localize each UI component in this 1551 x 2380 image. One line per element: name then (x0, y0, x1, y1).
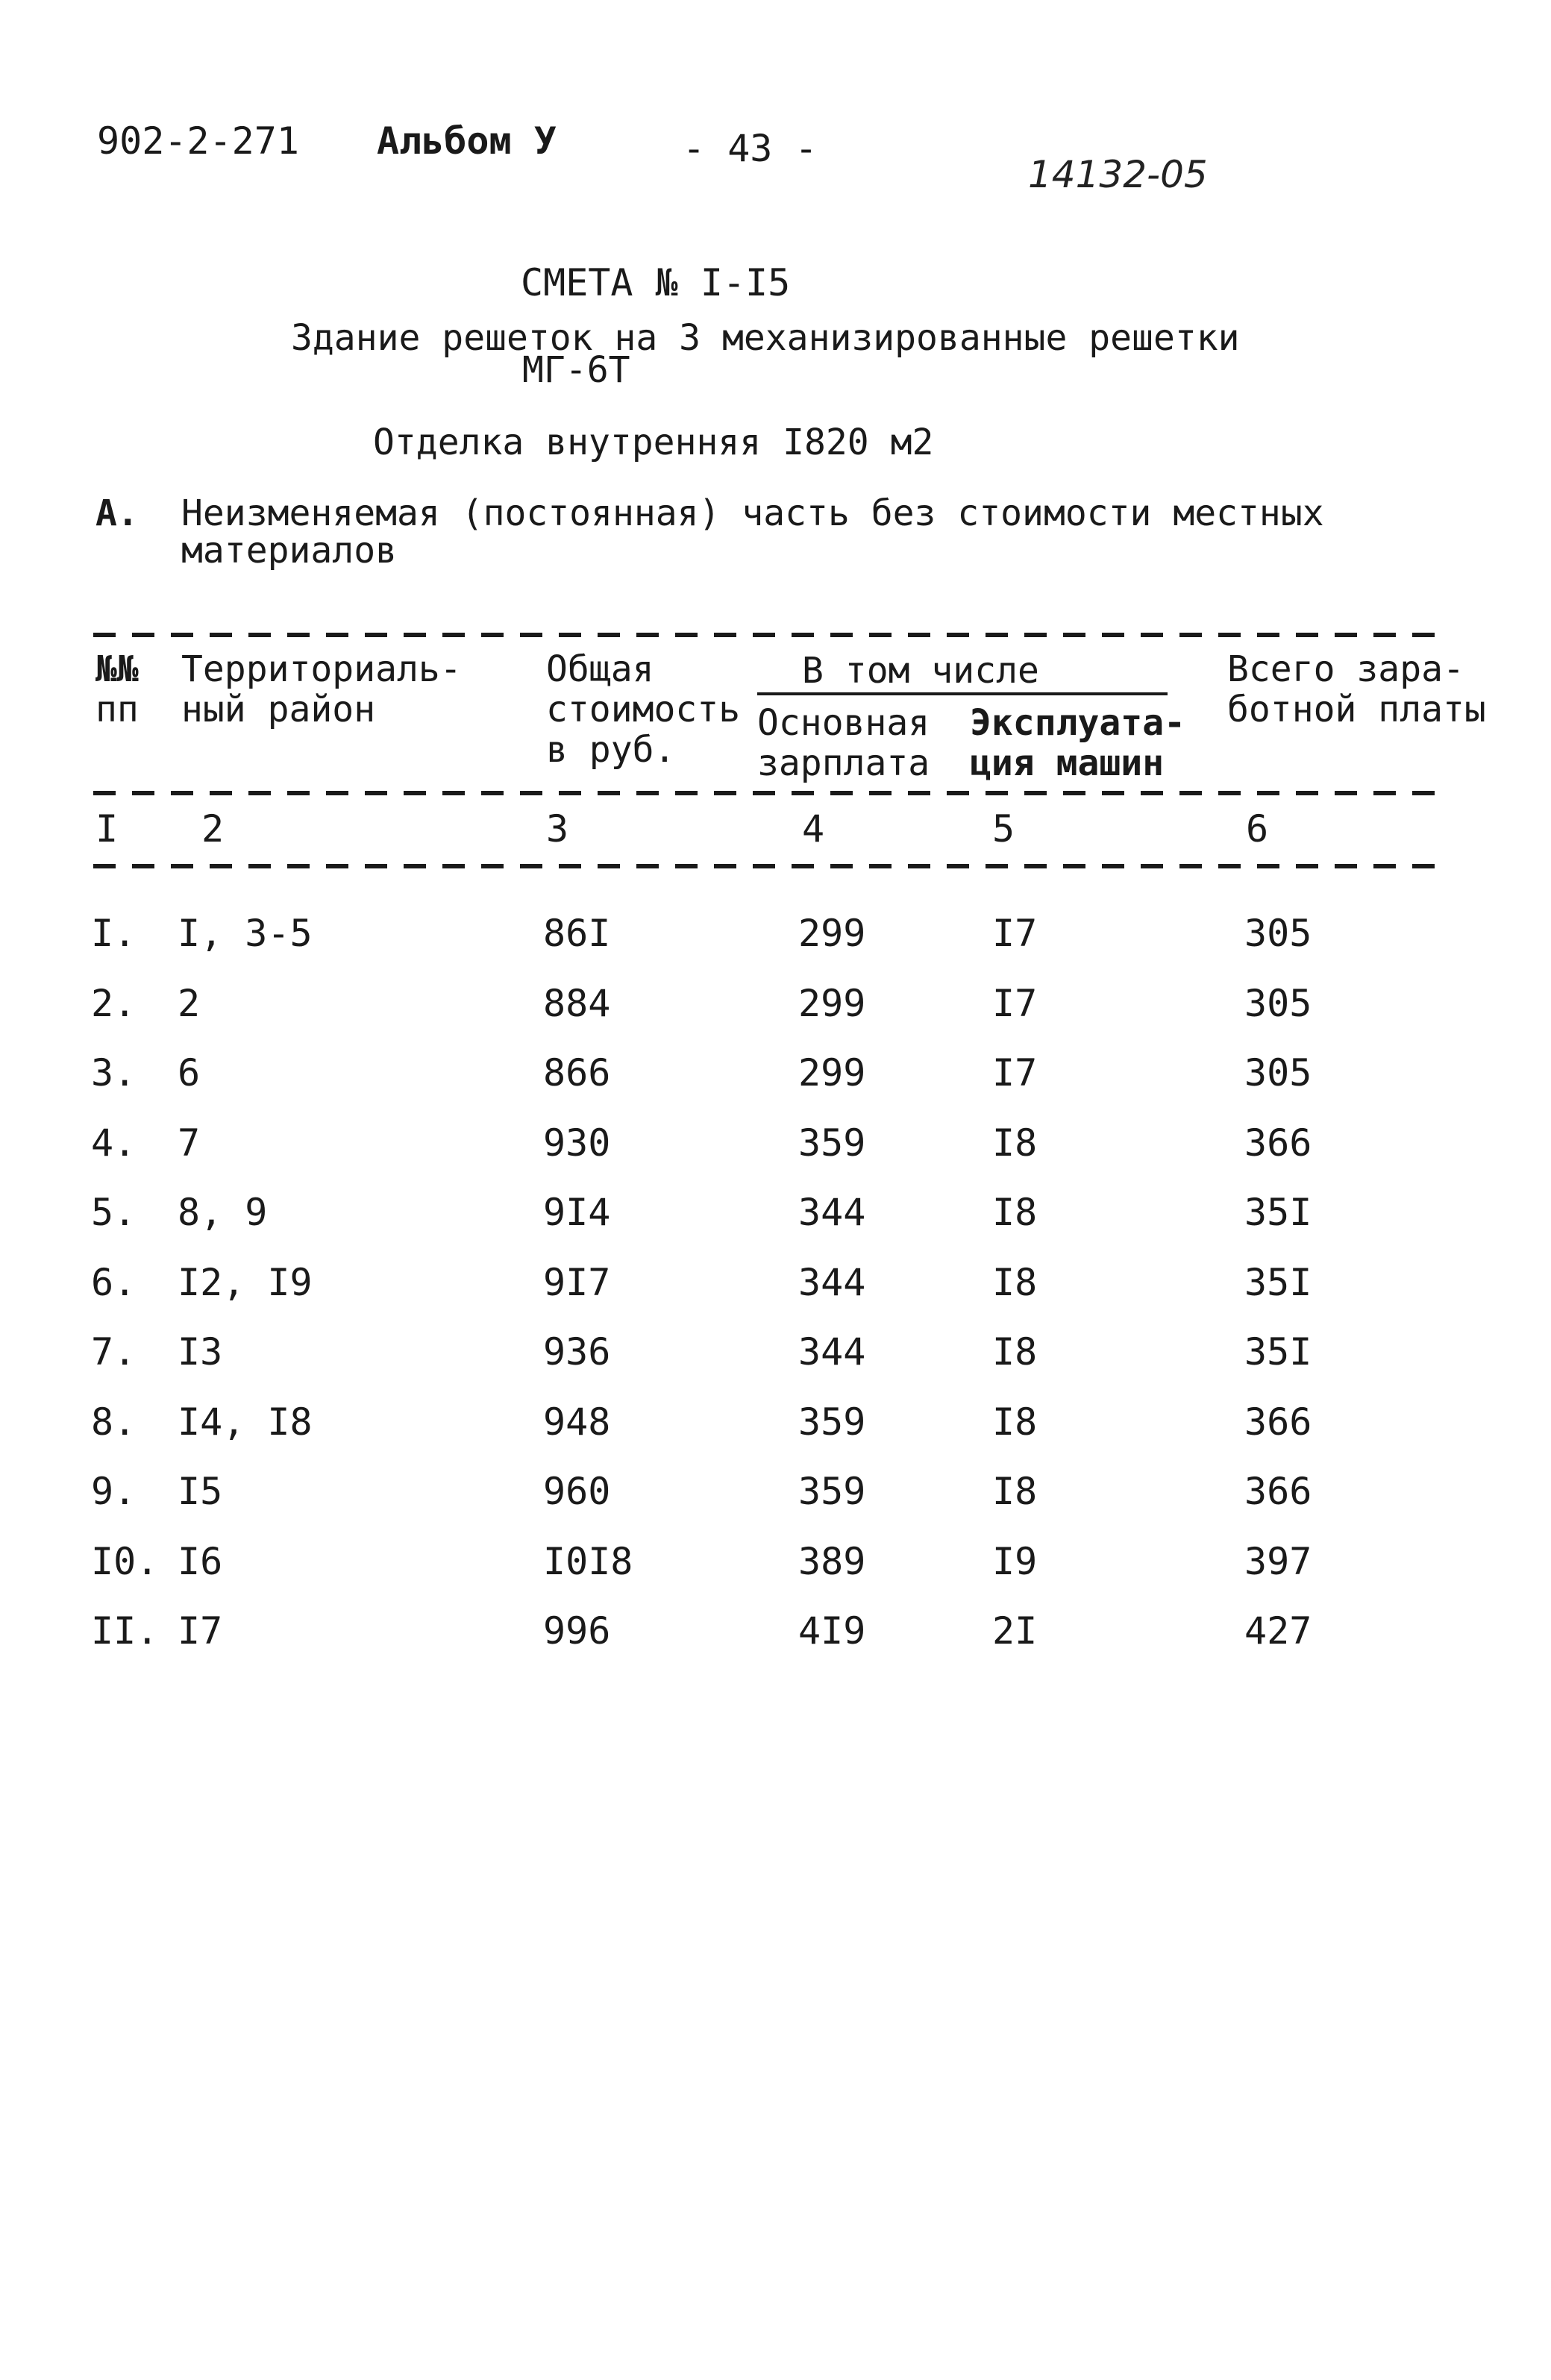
row-number-cell: 2. (91, 981, 137, 1025)
total-wages-cell: 366 (1244, 1121, 1312, 1165)
section-text-line1: Неизменяемая (постоянная) часть без стоимости местных (181, 492, 1324, 534)
total-cost-cell: 960 (543, 1470, 611, 1513)
total-cost-cell: 948 (543, 1400, 611, 1444)
base-wage-cell: 389 (798, 1539, 866, 1583)
column-number: 5 (992, 807, 1015, 851)
territorial-region-cell: I4, I8 (178, 1400, 313, 1444)
header-machine-operation: Эксплуата- ция машин (970, 702, 1185, 784)
header-total-wages: Всего зара- ботной платы (1227, 648, 1486, 730)
section-letter: А. (95, 492, 139, 534)
machine-operation-cell: I8 (992, 1330, 1038, 1374)
header-total-cost: Общая стоимость в руб. (546, 648, 741, 771)
header-num: №№ пп (95, 648, 139, 730)
total-wages-cell: 35I (1244, 1260, 1312, 1304)
row-number-cell: 3. (91, 1051, 137, 1095)
total-wages-cell: 397 (1244, 1539, 1312, 1583)
territorial-region-cell: I7 (178, 1609, 223, 1653)
section-text-line2: материалов (181, 530, 397, 571)
row-number-cell: 5. (91, 1191, 137, 1234)
total-cost-cell: 884 (543, 981, 611, 1025)
base-wage-cell: 344 (798, 1260, 866, 1304)
machine-operation-cell: I8 (992, 1400, 1038, 1444)
territorial-region-cell: I, 3-5 (178, 912, 313, 955)
territorial-region-cell: 8, 9 (178, 1191, 268, 1234)
total-cost-cell: 9I4 (543, 1191, 611, 1234)
header-base-wage: Основная зарплата (757, 702, 930, 784)
table-top-rule (93, 633, 1444, 637)
territorial-region-cell: I3 (178, 1330, 223, 1374)
machine-operation-cell: I9 (992, 1539, 1038, 1583)
column-number: 3 (546, 807, 569, 851)
row-number-cell: I. (91, 912, 137, 955)
handwritten-number: 14132-05 (1028, 153, 1208, 196)
base-wage-cell: 299 (798, 981, 866, 1025)
document-code: 902-2-271 (97, 119, 299, 163)
including-underline (757, 692, 1168, 695)
base-wage-cell: 359 (798, 1121, 866, 1165)
territorial-region-cell: 7 (178, 1121, 201, 1165)
grate-model: МГ-6Т (522, 349, 630, 391)
row-number-cell: 7. (91, 1330, 137, 1374)
machine-operation-cell: I7 (992, 1051, 1038, 1095)
territorial-region-cell: I5 (178, 1470, 223, 1513)
total-wages-cell: 305 (1244, 1051, 1312, 1095)
base-wage-cell: 359 (798, 1470, 866, 1513)
machine-operation-cell: I7 (992, 912, 1038, 955)
total-cost-cell: 86I (543, 912, 611, 955)
total-wages-cell: 427 (1244, 1609, 1312, 1653)
total-cost-cell: 930 (543, 1121, 611, 1165)
column-number: 4 (802, 807, 825, 851)
column-numbers-rule (93, 864, 1444, 868)
header-bottom-rule (93, 791, 1436, 795)
territorial-region-cell: I6 (178, 1539, 223, 1583)
total-cost-cell: 936 (543, 1330, 611, 1374)
machine-operation-cell: I8 (992, 1121, 1038, 1165)
base-wage-cell: 359 (798, 1400, 866, 1444)
total-cost-cell: 996 (543, 1609, 611, 1653)
column-number: I (95, 807, 119, 851)
building-description: Здание решеток на 3 механизированные решетки (291, 317, 1240, 359)
column-number: 2 (201, 807, 225, 851)
column-number: 6 (1246, 807, 1269, 851)
base-wage-cell: 4I9 (798, 1609, 866, 1653)
base-wage-cell: 344 (798, 1330, 866, 1374)
total-wages-cell: 305 (1244, 981, 1312, 1025)
total-wages-cell: 35I (1244, 1191, 1312, 1234)
row-number-cell: 6. (91, 1260, 137, 1304)
total-wages-cell: 366 (1244, 1400, 1312, 1444)
machine-operation-cell: 2I (992, 1609, 1038, 1653)
machine-operation-cell: I8 (992, 1260, 1038, 1304)
row-number-cell: 9. (91, 1470, 137, 1513)
territorial-region-cell: 6 (178, 1051, 201, 1095)
machine-operation-cell: I7 (992, 981, 1038, 1025)
territorial-region-cell: I2, I9 (178, 1260, 313, 1304)
total-wages-cell: 366 (1244, 1470, 1312, 1513)
total-wages-cell: 35I (1244, 1330, 1312, 1374)
header-including: В том числе (802, 650, 1039, 692)
page-number: - 43 - (683, 127, 818, 170)
total-cost-cell: I0I8 (543, 1539, 633, 1583)
total-cost-cell: 9I7 (543, 1260, 611, 1304)
row-number-cell: I0. (91, 1539, 159, 1583)
finish-description: Отделка внутренняя I820 м2 (373, 422, 934, 463)
base-wage-cell: 344 (798, 1191, 866, 1234)
row-number-cell: II. (91, 1609, 159, 1653)
row-number-cell: 8. (91, 1400, 137, 1444)
estimate-title: СМЕТА № I-I5 (521, 261, 791, 304)
total-cost-cell: 866 (543, 1051, 611, 1095)
base-wage-cell: 299 (798, 1051, 866, 1095)
header-region: Территориаль- ный район (181, 648, 462, 730)
territorial-region-cell: 2 (178, 981, 201, 1025)
machine-operation-cell: I8 (992, 1470, 1038, 1513)
row-number-cell: 4. (91, 1121, 137, 1165)
album-label: Альбом У (377, 119, 557, 163)
total-wages-cell: 305 (1244, 912, 1312, 955)
machine-operation-cell: I8 (992, 1191, 1038, 1234)
base-wage-cell: 299 (798, 912, 866, 955)
